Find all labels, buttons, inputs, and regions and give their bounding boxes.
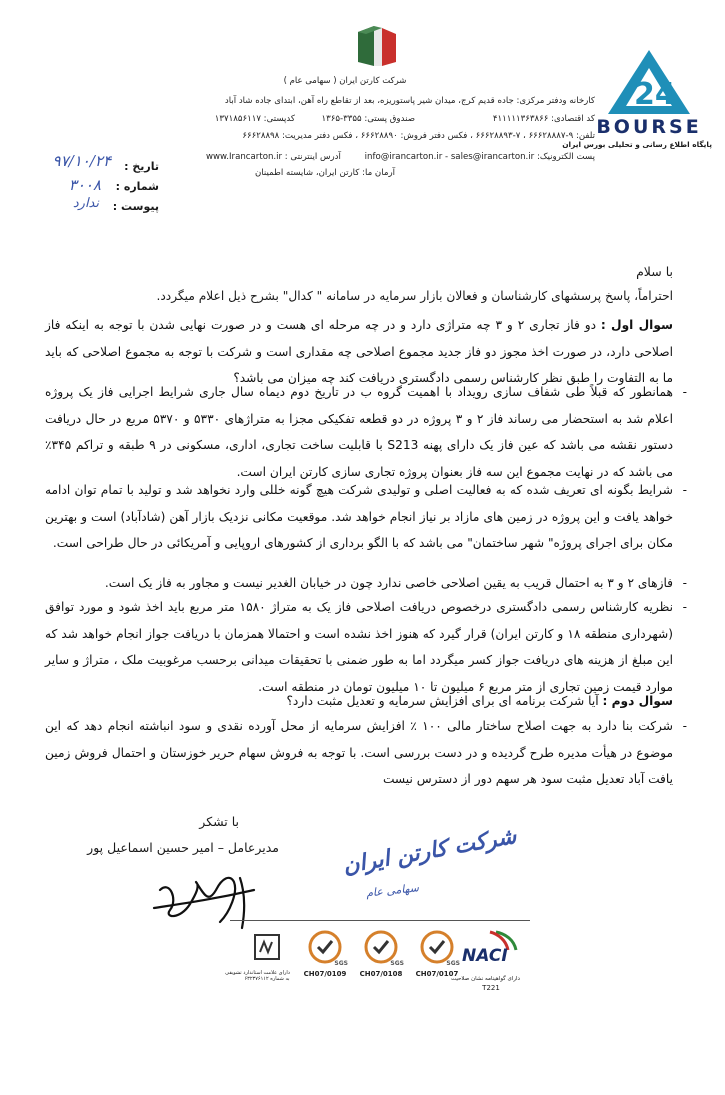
attachment-value: ندارد xyxy=(72,196,99,211)
answer-paragraph-4: - نظریه کارشناس رسمی دادگستری درخصوص دریافت اصلاحی فاز یک به متراژ ۱۵۸۰ متر مربع باید اخذ شود و مورد توافق (شهرداری منطقه ۱۸ و کارتن ایران) قرار گیرد که هنوز اخذ نشده است و احتمالا همزمان با دریافت جواز انجام خواهد شد که این مبلغ از هزینه های دریافت جواز کسر میگردد اما به طور ضمنی با تحقیقات میدانی برحسب مرغوبیت ملک ، متراژ و سایر موارد قیمت زمین تجاری از متر مربع ۶ میلیون تا ۱۰ میلیون تومان در منطقه است. xyxy=(45,594,673,700)
company-phones: تلفن: ۹-۶۶۶۲۸۸۸۷ ، ۷-۶۶۶۲۸۸۹۳ ، فکس دفتر فروش: ۶۶۶۲۸۸۹۰ ، فکس دفتر مدیریت: ۶۶۶۲۸۸۹۸ xyxy=(242,131,595,141)
naci-label: NACI xyxy=(462,946,508,966)
bourse-logo-text: BOURSE xyxy=(596,116,702,138)
company-email: پست الکترونیک: info@irancarton.ir - sales@irancarton.ir xyxy=(364,152,595,162)
economic-code: کد اقتصادی: ۴۱۱۱۱۱۳۶۳۸۶۶ xyxy=(492,114,595,124)
company-logo xyxy=(352,22,402,68)
company-website: www.Irancarton.ir : آدرس اینترنتی xyxy=(206,152,341,162)
answer-paragraph-1: - همانطور که قبلاً طی شفاف سازی رویداد با اهمیت گروه ب در تاریخ دوم دیماه سال جاری شرایط اجرایی فاز یک پروژه اعلام شد به استحضار می رساند فاز ۲ و ۳ پروژه در دو قطعه تفکیکی مجزا به متراژهای ۵۳۳۰ و ۵۳۷۰ مربع در حال دریافت دستور نقشه می باشد که عین فاز یک دارای پهنه S213 با قابلیت ساخت تجاری، اداری، مسکونی در ۹ طبقه و تراکم ۳۴۵٪ می باشد که در نهایت مجموع این سه فاز بعنوان پروژه تجاری سازی کارتن ایران است. xyxy=(45,379,673,485)
sgs-badge-icon xyxy=(308,930,342,964)
sgs-badge-label: SGS xyxy=(390,960,404,967)
number-value: ۳۰۰۸ xyxy=(68,176,101,194)
company-brand: آرمان ما: کارتن ایران، شایسته اطمینان xyxy=(254,168,395,178)
signatory: مدیرعامل – امیر حسین اسماعیل پور xyxy=(87,840,279,855)
question-1-text: دو فاز تجاری ۲ و ۳ چه متراژی دارد و در چه مرحله ای هست و در صورت نهایی شدن با توجه به اینکه فاز اصلاحی دارد، در صورت اخذ مجوز دو فاز جدید مجموع اصلاحی چه مقداری است و شرکت با توجه به مجموع اصلاحی که باید ما به التفاوت را طبق نظر کارشناس رسمی دادگستری دریافت کند چه میزان می باشد؟ xyxy=(45,318,673,385)
postal-code: کدپستی: ۱۳۷۱۸۵۶۱۱۷ xyxy=(214,114,295,124)
answer-paragraph-3: - فازهای ۲ و ۳ به احتمال قریب به یقین اصلاحی خاصی ندارد چون در خیابان الغدیر نیست و مجاور به فاز یک است. xyxy=(45,570,673,597)
question-2-text: آیا شرکت برنامه ای برای افزایش سرمایه و تعدیل مثبت دارد؟ xyxy=(286,694,603,708)
thanks: با تشکر xyxy=(199,814,239,829)
po-box: صندوق پستی: ۳۳۵۵-۱۳۶۵ xyxy=(321,114,415,124)
certification-badges xyxy=(300,930,460,986)
footer-divider xyxy=(230,920,530,921)
svg-text:24: 24 xyxy=(634,77,676,112)
question-2 xyxy=(45,688,673,715)
naci-caption: دارای گواهینامه نشان صلاحیت xyxy=(450,976,520,982)
standard-mark xyxy=(225,932,290,992)
attachment-label: پیوست : xyxy=(112,200,159,213)
number-label: شماره : xyxy=(115,180,159,193)
sgs-badge-icon xyxy=(364,930,398,964)
standard-number: به شماره ۶۳۲۳۷۶۱۱۲ xyxy=(244,976,290,982)
answer-paragraph-2: - شرایط بگونه ای تعریف شده که به فعالیت اصلی و تولیدی شرکت هیچ گونه خللی وارد نخواهد شد و تولید با تمام توان ادامه خواهد یافت و این پروژه در زمین های مازاد بر نیاز انجام خواهد شد. موقعیت مکانی نزدیک بازار آهن (شادآباد) است و بهترین مکان برای اجرای پروژه" شهر ساختمان" می باشد که با الگو برداری از کشورهای اروپایی و آمریکائی در حال طراحی است. xyxy=(45,477,673,557)
sgs-badge xyxy=(302,930,348,986)
signature xyxy=(150,860,260,940)
greeting: با سلام xyxy=(636,264,673,279)
company-name: شرکت کارتن ایران ( سهامی عام ) xyxy=(283,76,407,86)
sgs-badge-icon xyxy=(420,930,454,964)
sgs-badge-label: SGS xyxy=(446,960,460,967)
intro-paragraph: احتراماً، پاسخ پرسشهای کارشناسان و فعالان بازار سرمایه در سامانه " کدال" بشرح ذیل اعلام میگردد. xyxy=(156,289,673,303)
bourse-logo xyxy=(562,48,712,149)
sgs-badge-code: CH07/0108 xyxy=(359,970,403,978)
stamp-type: سهامی عام xyxy=(365,881,420,900)
date-label: تاریخ : xyxy=(124,160,159,173)
sgs-badge-label: SGS xyxy=(334,960,348,967)
bourse-caption: پایگاه اطلاع رسانی و تحلیلی بورس ایران xyxy=(562,140,712,149)
standard-caption: دارای علامت استاندارد تشویقی xyxy=(225,970,290,976)
naci-number: T221 xyxy=(482,984,500,992)
stamp-company: شرکت کارتن ایران xyxy=(341,822,519,880)
sgs-badge xyxy=(358,930,404,986)
date-value: ۹۷/۱۰/۲۴ xyxy=(52,152,111,170)
answer-paragraph-5: - شرکت بنا دارد به جهت اصلاح ساختار مالی ۱۰۰ ٪ افزایش سرمایه از محل آورده نقدی و سود انباشته انجام دهد که این موضوع در هیأت مدیره طرح گردیده و در دست بررسی است. با توجه به فروش سهام حریر خوزستان و احتمال فروش زمین یافت آباد تعدیل مثبت سود هر سهم دور از دسترس نیست xyxy=(45,713,673,793)
sgs-badge-code: CH07/0109 xyxy=(303,970,347,978)
question-1-label: سوال اول : xyxy=(600,318,673,332)
question-2-label: سوال دوم : xyxy=(602,694,673,708)
sgs-badge-code: CH07/0107 xyxy=(415,970,459,978)
company-address: کارخانه ودفتر مرکزی: جاده قدیم کرج، میدان شیر پاستوریزه، بعد از تقاطع راه آهن، ابتدای جاده شاد آباد xyxy=(224,96,595,106)
sgs-badge xyxy=(414,930,460,986)
